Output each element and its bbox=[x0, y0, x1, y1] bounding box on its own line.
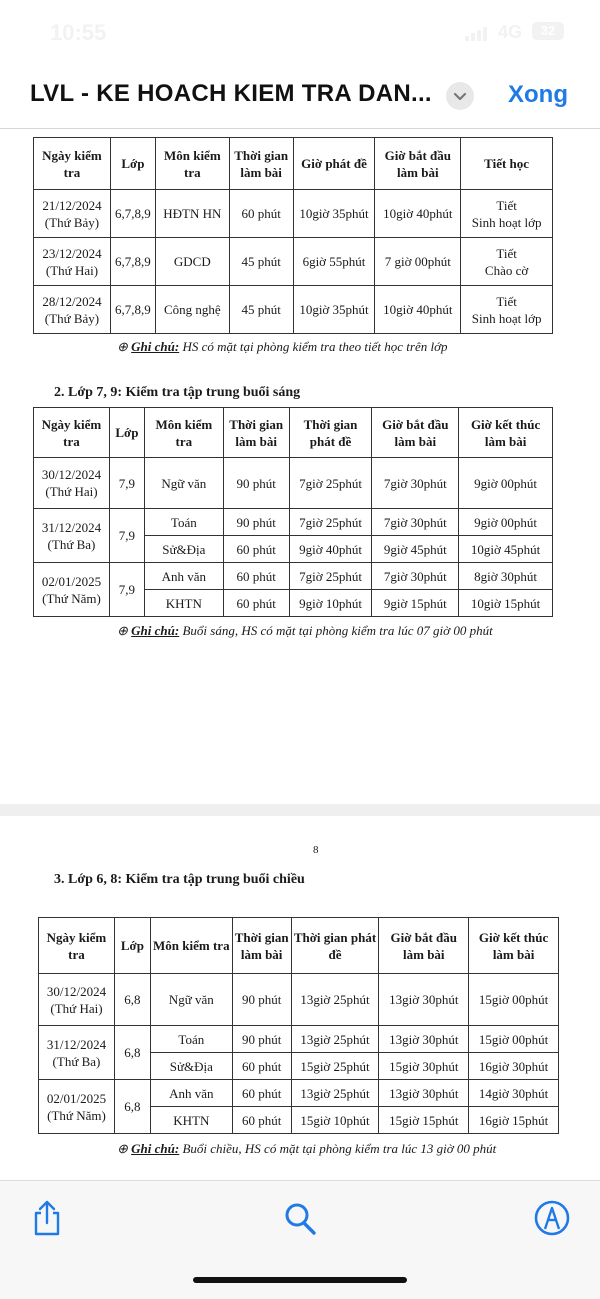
subject-cell: Anh văn bbox=[150, 1080, 232, 1107]
page-number: 8 bbox=[313, 844, 319, 856]
document-title: LVL - KE HOACH KIEM TRA DAN... bbox=[30, 80, 432, 107]
duration-cell: 60 phút bbox=[232, 1053, 291, 1080]
class-cell: 7,9 bbox=[109, 458, 144, 509]
status-time: 10:55 bbox=[50, 20, 107, 45]
home-indicator bbox=[193, 1277, 407, 1283]
class-cell: 7,9 bbox=[109, 509, 144, 563]
end-time-cell: 10giờ 45phút bbox=[459, 536, 553, 563]
issue-time-cell: 6giờ 55phút bbox=[293, 238, 375, 286]
duration-cell: 60 phút bbox=[229, 190, 293, 238]
date-line-1: 02/01/2025 bbox=[41, 573, 102, 589]
period-cell bbox=[461, 286, 553, 334]
date-line-1: 28/12/2024 bbox=[42, 293, 102, 309]
end-time-cell: 15giờ 00phút bbox=[469, 1026, 559, 1053]
note-bullet-icon: ⊕ bbox=[117, 623, 132, 638]
markup-icon[interactable] bbox=[533, 1199, 571, 1237]
column-header: Giờ bắt đầu làm bài bbox=[379, 918, 469, 974]
start-time-cell: 7giờ 30phút bbox=[372, 458, 459, 509]
issue-time-cell: 15giờ 25phút bbox=[291, 1053, 379, 1080]
issue-time-cell: 7giờ 25phút bbox=[289, 458, 372, 509]
column-header: Ngày kiểm tra bbox=[34, 408, 110, 458]
table-row bbox=[34, 563, 553, 590]
column-header: Thời gian làm bài bbox=[232, 918, 291, 974]
subject-cell: Toán bbox=[150, 1026, 232, 1053]
date-line-2: (Thứ Hai) bbox=[45, 484, 98, 499]
date-cell bbox=[34, 509, 110, 563]
column-header: Tiết học bbox=[461, 138, 553, 190]
note-text: HS có mặt tại phòng kiểm tra theo tiết học trên lớp bbox=[179, 339, 448, 354]
start-time-cell: 9giờ 45phút bbox=[372, 536, 459, 563]
table-row bbox=[39, 974, 559, 1026]
date-line-2: (Thứ Hai) bbox=[45, 262, 99, 278]
class-cell: 6,8 bbox=[114, 1026, 150, 1080]
battery-level: 32 bbox=[540, 23, 556, 38]
note-label: Ghi chú: bbox=[131, 623, 180, 638]
network-type: 4G bbox=[498, 22, 523, 42]
date-line-2: (Thứ Bảy) bbox=[44, 214, 100, 230]
column-header: Thời gian làm bài bbox=[223, 408, 289, 458]
issue-time-cell: 13giờ 25phút bbox=[291, 1080, 379, 1107]
subject-cell: Sử&Địa bbox=[150, 1053, 232, 1080]
start-time-cell: 13giờ 30phút bbox=[379, 1080, 469, 1107]
search-icon[interactable] bbox=[282, 1199, 318, 1237]
table-row bbox=[34, 238, 553, 286]
chevron-down-icon bbox=[446, 82, 474, 110]
period-line-1: Tiết bbox=[496, 293, 517, 309]
share-icon[interactable] bbox=[30, 1199, 64, 1237]
note-2 bbox=[117, 623, 493, 639]
date-line-2: (Thứ Ba) bbox=[52, 1053, 101, 1069]
column-header: Giờ kết thúc làm bài bbox=[459, 408, 553, 458]
duration-cell: 45 phút bbox=[229, 238, 293, 286]
date-line-1: 30/12/2024 bbox=[41, 467, 102, 482]
class-cell: 6,7,8,9 bbox=[110, 190, 155, 238]
column-header: Thời gian phát đề bbox=[289, 408, 372, 458]
start-time-cell: 15giờ 30phút bbox=[379, 1053, 469, 1080]
note-3 bbox=[117, 1141, 496, 1157]
end-time-cell: 16giờ 30phút bbox=[469, 1053, 559, 1080]
class-cell: 7,9 bbox=[109, 563, 144, 617]
period-line-2: Sinh hoạt lớp bbox=[471, 310, 542, 326]
duration-cell: 60 phút bbox=[232, 1107, 291, 1134]
subject-cell: KHTN bbox=[144, 590, 223, 617]
issue-time-cell: 13giờ 25phút bbox=[291, 974, 379, 1026]
period-line-2: Sinh hoạt lớp bbox=[471, 214, 542, 230]
start-time-cell: 7 giờ 00phút bbox=[375, 238, 461, 286]
schedule-table-3 bbox=[38, 917, 559, 1134]
subject-cell: Ngữ văn bbox=[150, 974, 232, 1026]
subject-cell: Toán bbox=[144, 509, 223, 536]
issue-time-cell: 13giờ 25phút bbox=[291, 1026, 379, 1053]
table-row bbox=[34, 458, 553, 509]
note-label: Ghi chú: bbox=[131, 339, 180, 354]
section-2-heading: 2. Lớp 7, 9: Kiểm tra tập trung buổi sáng bbox=[54, 385, 301, 400]
period-cell bbox=[461, 238, 553, 286]
issue-time-cell: 9giờ 40phút bbox=[289, 536, 372, 563]
end-time-cell: 14giờ 30phút bbox=[469, 1080, 559, 1107]
date-line-2: (Thứ Ba) bbox=[47, 536, 96, 552]
start-time-cell: 13giờ 30phút bbox=[379, 974, 469, 1026]
start-time-cell: 7giờ 30phút bbox=[372, 563, 459, 590]
date-cell bbox=[34, 238, 111, 286]
column-header: Môn kiểm tra bbox=[155, 138, 229, 190]
date-cell bbox=[34, 458, 110, 509]
subject-cell: KHTN bbox=[150, 1107, 232, 1134]
end-time-cell: 15giờ 00phút bbox=[469, 974, 559, 1026]
note-label: Ghi chú: bbox=[131, 1141, 180, 1156]
column-header: Môn kiểm tra bbox=[150, 918, 232, 974]
subject-cell: Anh văn bbox=[144, 563, 223, 590]
duration-cell: 60 phút bbox=[223, 563, 289, 590]
duration-cell: 60 phút bbox=[232, 1080, 291, 1107]
end-time-cell: 8giờ 30phút bbox=[459, 563, 553, 590]
date-line-2: (Thứ Hai) bbox=[50, 1000, 103, 1016]
date-line-1: 31/12/2024 bbox=[41, 519, 102, 535]
start-time-cell: 7giờ 30phút bbox=[372, 509, 459, 536]
end-time-cell: 9giờ 00phút bbox=[459, 509, 553, 536]
date-line-2: (Thứ Năm) bbox=[42, 590, 101, 606]
section-3-heading: 3. Lớp 6, 8: Kiểm tra tập trung buổi chiều bbox=[54, 872, 305, 887]
table-row bbox=[39, 1080, 559, 1107]
subject-cell: Ngữ văn bbox=[144, 458, 223, 509]
start-time-cell: 9giờ 15phút bbox=[372, 590, 459, 617]
date-line-1: 30/12/2024 bbox=[46, 983, 107, 999]
table-row bbox=[34, 286, 553, 334]
start-time-cell: 10giờ 40phút bbox=[375, 190, 461, 238]
period-line-2: Chào cờ bbox=[484, 262, 529, 278]
table-row bbox=[39, 1026, 559, 1053]
date-cell bbox=[39, 1080, 115, 1134]
done-button[interactable]: Xong bbox=[508, 81, 568, 108]
subject-cell: Công nghệ bbox=[155, 286, 229, 334]
issue-time-cell: 10giờ 35phút bbox=[293, 286, 375, 334]
column-header: Giờ phát đề bbox=[293, 138, 375, 190]
column-header: Giờ bắt đầu làm bài bbox=[372, 408, 459, 458]
subject-cell: GDCD bbox=[155, 238, 229, 286]
date-line-1: 31/12/2024 bbox=[46, 1036, 107, 1052]
start-time-cell: 13giờ 30phút bbox=[379, 1026, 469, 1053]
start-time-cell: 15giờ 15phút bbox=[379, 1107, 469, 1134]
table-row bbox=[34, 190, 553, 238]
class-cell: 6,8 bbox=[114, 974, 150, 1026]
subject-cell: Sử&Địa bbox=[144, 536, 223, 563]
period-cell bbox=[461, 190, 553, 238]
battery-icon bbox=[532, 22, 564, 40]
class-cell: 6,7,8,9 bbox=[110, 286, 155, 334]
table-row bbox=[34, 509, 553, 536]
issue-time-cell: 7giờ 25phút bbox=[289, 563, 372, 590]
column-header: Thời gian phát đề bbox=[291, 918, 379, 974]
date-cell bbox=[39, 974, 115, 1026]
duration-cell: 90 phút bbox=[223, 458, 289, 509]
issue-time-cell: 9giờ 10phút bbox=[289, 590, 372, 617]
note-bullet-icon: ⊕ bbox=[117, 1141, 132, 1156]
duration-cell: 90 phút bbox=[223, 509, 289, 536]
note-text: Buổi sáng, HS có mặt tại phòng kiểm tra lúc 07 giờ 00 phút bbox=[179, 623, 493, 638]
column-header: Ngày kiểm tra bbox=[39, 918, 115, 974]
date-line-1: 23/12/2024 bbox=[42, 245, 102, 261]
end-time-cell: 9giờ 00phút bbox=[459, 458, 553, 509]
end-time-cell: 10giờ 15phút bbox=[459, 590, 553, 617]
class-cell: 6,7,8,9 bbox=[110, 238, 155, 286]
document-page bbox=[0, 816, 600, 1180]
subject-cell: HĐTN HN bbox=[155, 190, 229, 238]
column-header: Môn kiểm tra bbox=[144, 408, 223, 458]
schedule-table-1 bbox=[33, 137, 553, 334]
issue-time-cell: 10giờ 35phút bbox=[293, 190, 375, 238]
period-line-1: Tiết bbox=[496, 245, 517, 261]
end-time-cell: 16giờ 15phút bbox=[469, 1107, 559, 1134]
document-page bbox=[0, 129, 600, 804]
signal-icon bbox=[465, 27, 489, 41]
duration-cell: 90 phút bbox=[232, 1026, 291, 1053]
schedule-table-2 bbox=[33, 407, 553, 617]
duration-cell: 45 phút bbox=[229, 286, 293, 334]
date-line-1: 02/01/2025 bbox=[46, 1090, 107, 1106]
period-line-1: Tiết bbox=[496, 197, 517, 213]
note-bullet-icon: ⊕ bbox=[117, 339, 132, 354]
date-line-2: (Thứ Bảy) bbox=[44, 310, 100, 326]
note-1 bbox=[117, 339, 448, 355]
start-time-cell: 10giờ 40phút bbox=[375, 286, 461, 334]
column-header: Lớp bbox=[110, 138, 155, 190]
column-header: Ngày kiểm tra bbox=[34, 138, 111, 190]
status-bar bbox=[0, 0, 600, 64]
date-cell bbox=[34, 286, 111, 334]
date-line-2: (Thứ Năm) bbox=[47, 1107, 106, 1123]
date-line-1: 21/12/2024 bbox=[42, 197, 102, 213]
column-header: Lớp bbox=[114, 918, 150, 974]
duration-cell: 60 phút bbox=[223, 590, 289, 617]
date-cell bbox=[34, 190, 111, 238]
column-header: Lớp bbox=[109, 408, 144, 458]
column-header: Giờ kết thúc làm bài bbox=[469, 918, 559, 974]
column-header: Giờ bắt đầu làm bài bbox=[375, 138, 461, 190]
date-cell bbox=[34, 563, 110, 617]
duration-cell: 90 phút bbox=[232, 974, 291, 1026]
column-header: Thời gian làm bài bbox=[229, 138, 293, 190]
duration-cell: 60 phút bbox=[223, 536, 289, 563]
class-cell: 6,8 bbox=[114, 1080, 150, 1134]
issue-time-cell: 7giờ 25phút bbox=[289, 509, 372, 536]
note-text: Buổi chiều, HS có mặt tại phòng kiểm tra lúc 13 giờ 00 phút bbox=[179, 1141, 497, 1156]
issue-time-cell: 15giờ 10phút bbox=[291, 1107, 379, 1134]
date-cell bbox=[39, 1026, 115, 1080]
nav-bar bbox=[0, 64, 600, 129]
title-menu-button[interactable] bbox=[446, 82, 474, 110]
